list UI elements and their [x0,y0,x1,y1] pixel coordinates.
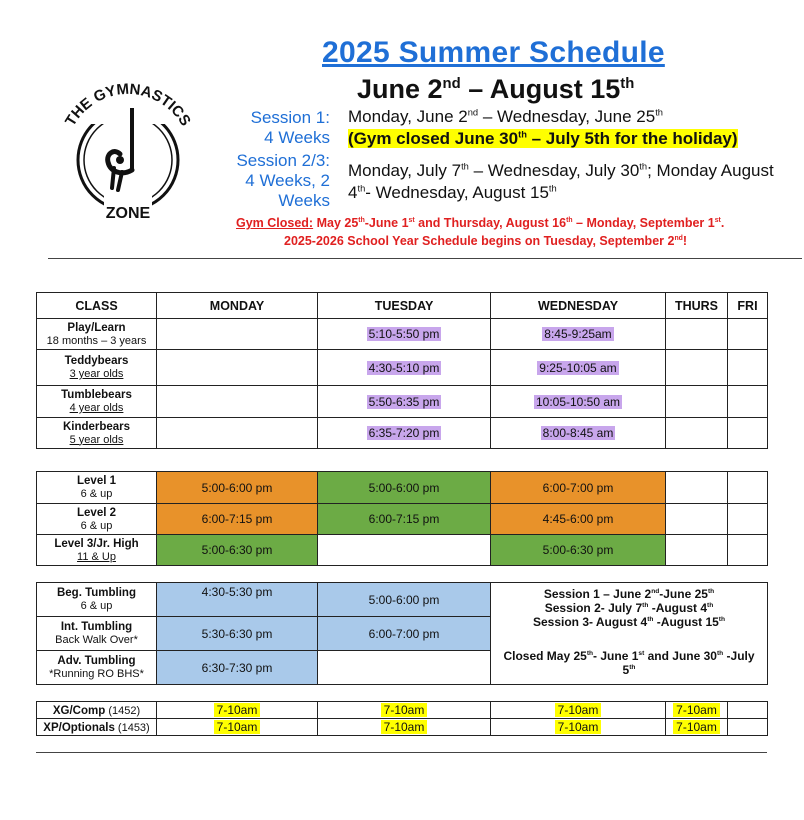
time-slot: 7-10am [555,720,602,734]
time-slot: 8:45-9:25am [544,327,612,341]
table-row: XG/Comp (1452) 7-10am 7-10am 7-10am 7-10am [37,702,768,719]
time-slot: 6:00-7:15 pm [157,504,318,535]
levels-table [36,471,768,566]
time-slot: 6:35-7:20 pm [368,426,440,440]
gymnastics-zone-logo [52,68,202,228]
table-row: Int. Tumbling Back Walk Over* 5:30-6:30 pm 6:00-7:00 pm [37,617,768,651]
col-header-wednesday: WEDNESDAY [491,293,666,319]
table-row: Beg. Tumbling 6 & up 4:30-5:30 pm 5:00-6:00 pm Session 1 – June 2nd-June 25th Session 2- July 7th -August 4th Session 3- August 4th -August 15th Closed May 25th- June 1st and June 30th -July 5th [37,583,768,617]
time-slot: 5:00-6:30 pm [491,535,666,566]
time-slot: 7-10am [673,703,720,717]
header-divider [48,258,802,259]
time-slot: 6:00-7:00 pm [318,617,491,651]
footer-divider [36,752,767,753]
table-header-row [37,293,768,319]
session1-note: (Gym closed June 30th – July 5th for the holiday) [348,129,738,148]
tumbling-table [36,582,768,685]
team-table [36,701,768,736]
gym-closed-notice: Gym Closed: May 25th-June 1st and Thursday, August 16th – Monday, September 1st. [236,216,725,230]
table-row: Level 3/Jr. High 11 & Up 5:00-6:30 pm 5:00-6:30 pm [37,535,768,566]
time-slot: 5:10-5:50 pm [368,327,440,341]
col-header-class: CLASS [37,293,157,319]
preschool-table [36,292,768,449]
col-header-thurs: THURS [666,293,728,319]
time-slot: 10:05-10:50 am [535,394,621,409]
time-slot: 5:00-6:00 pm [318,583,491,617]
time-slot: 7-10am [381,720,428,734]
school-year-notice: 2025-2026 School Year Schedule begins on Tuesday, September 2nd! [284,234,687,248]
time-slot: 6:30-7:30 pm [157,651,318,685]
table-row: Tumblebears 4 year olds 5:50-6:35 pm 10:05-10:50 am [37,386,768,418]
table-row: Level 2 6 & up 6:00-7:15 pm 6:00-7:15 pm 4:45-6:00 pm [37,504,768,535]
session23-dates: Monday, July 7th – Wednesday, July 30th; Monday August [348,161,774,180]
session1-dates: Monday, June 2nd – Wednesday, June 25th [348,107,663,126]
session1-label: Session 1: 4 Weeks [250,108,330,147]
time-slot: 5:30-6:30 pm [157,617,318,651]
time-slot: 7-10am [555,703,602,717]
table-row: Adv. Tumbling *Running RO BHS* 6:30-7:30 pm [37,651,768,685]
time-slot: 5:50-6:35 pm [368,394,440,409]
time-slot: 7-10am [214,703,261,717]
time-slot: 7-10am [673,720,720,734]
time-slot: 7-10am [381,703,428,717]
time-slot: 9:25-10:05 am [539,360,617,375]
time-slot: 7-10am [214,720,261,734]
table-row: XP/Optionals (1453) 7-10am 7-10am 7-10am 7-10am [37,719,768,736]
session23-label: Session 2/3: 4 Weeks, 2 Weeks [236,151,330,210]
logo-bottom-text: ZONE [105,205,151,222]
time-slot: 5:00-6:00 pm [318,472,491,504]
time-slot: 4:30-5:10 pm [368,360,440,375]
session23-dates-cont: 4th- Wednesday, August 15th [348,183,557,202]
col-header-tuesday: TUESDAY [318,293,491,319]
time-slot: 5:00-6:30 pm [157,535,318,566]
col-header-fri: FRI [728,293,768,319]
session-info-cell: Session 1 – June 2nd-June 25th Session 2- July 7th -August 4th Session 3- August 4th -August 15th Closed May 25th- June 1st and June 30th -July 5th [491,583,768,685]
logo-top-text: THE GYMNASTICS [62,80,194,130]
time-slot: 4:30-5:30 pm [157,583,318,617]
time-slot: 6:00-7:15 pm [318,504,491,535]
table-row: Teddybears 3 year olds 4:30-5:10 pm 9:25-10:05 am [37,350,768,386]
table-row: Play/Learn 18 months – 3 years 5:10-5:50 pm 8:45-9:25am [37,319,768,350]
table-row: Level 1 6 & up 5:00-6:00 pm 5:00-6:00 pm 6:00-7:00 pm [37,472,768,504]
table-row: Kinderbears 5 year olds 6:35-7:20 pm 8:00-8:45 am [37,418,768,449]
time-slot: 4:45-6:00 pm [491,504,666,535]
col-header-monday: MONDAY [157,293,318,319]
time-slot: 6:00-7:00 pm [491,472,666,504]
time-slot: 8:00-8:45 am [542,426,614,440]
time-slot: 5:00-6:00 pm [157,472,318,504]
page-title: 2025 Summer Schedule [322,36,665,69]
date-range: June 2nd – August 15th [357,74,635,104]
